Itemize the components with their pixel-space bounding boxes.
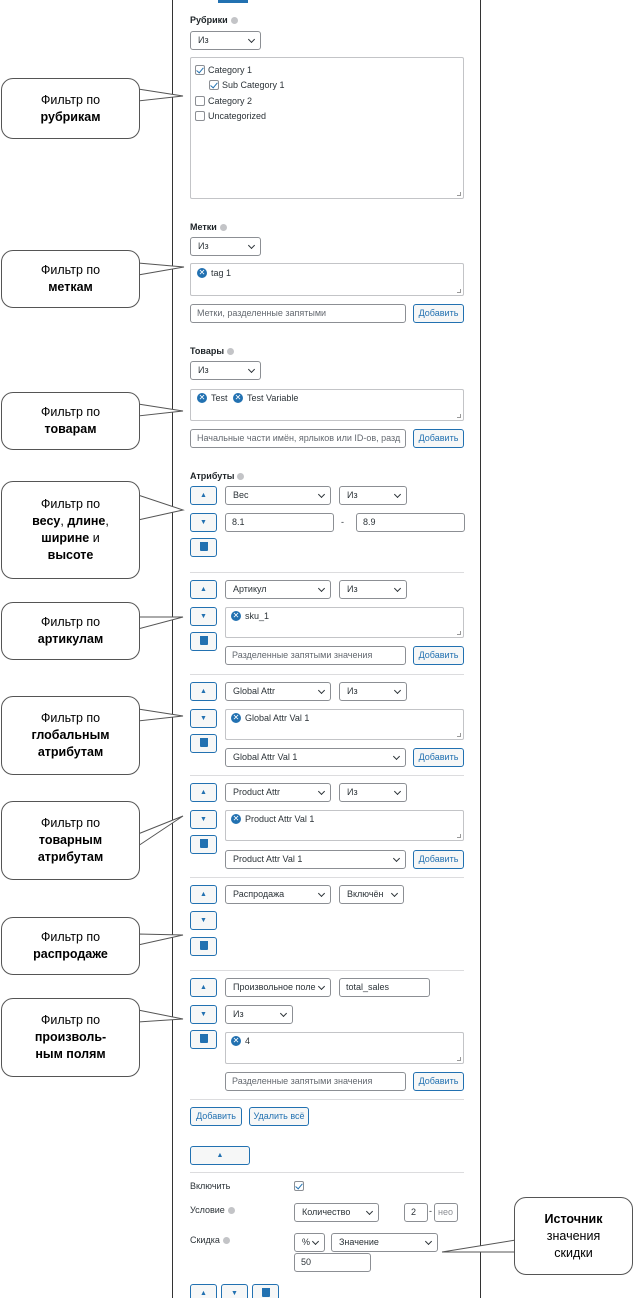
attribute-select[interactable]: Вес — [225, 486, 331, 505]
condition-type-select[interactable]: Количество — [294, 1203, 379, 1222]
move-down-button[interactable]: ▼ — [190, 810, 217, 829]
products-section-label: Товары — [190, 346, 234, 356]
category-label: Category 1 — [208, 65, 253, 75]
attribute-condition-select[interactable]: Из — [339, 783, 407, 802]
move-down-button[interactable]: ▼ — [190, 513, 217, 532]
callout-sku: Фильтр по артикулам — [1, 602, 140, 660]
sku-input[interactable]: Разделенные запятыми значения — [225, 646, 406, 665]
pointer — [138, 263, 184, 275]
attributes-section-label: Атрибуты — [190, 471, 244, 481]
callout-discount-source: Источник значения скидки — [514, 1197, 633, 1275]
pointer — [138, 934, 183, 945]
move-down-button[interactable]: ▼ — [190, 1005, 217, 1024]
move-down-button[interactable]: ▼ — [190, 709, 217, 728]
condition-second-input[interactable]: нео — [434, 1203, 458, 1222]
collapse-button[interactable]: ▲ — [190, 1146, 250, 1165]
move-up-button[interactable]: ▲ — [190, 486, 217, 505]
add-attribute-button[interactable]: Добавить — [190, 1107, 242, 1126]
pointer — [138, 816, 183, 846]
attribute-condition-select[interactable]: Из — [339, 580, 407, 599]
move-down-button[interactable]: ▼ — [190, 607, 217, 626]
custom-field-name-input[interactable]: total_sales — [339, 978, 430, 997]
discount-value-input[interactable]: 50 — [294, 1253, 371, 1272]
callout-product-attributes: Фильтр по товарным атрибутам — [1, 801, 140, 880]
attribute-select[interactable]: Product Attr — [225, 783, 331, 802]
global-attr-add-button[interactable]: Добавить — [413, 748, 464, 767]
remove-token-icon[interactable]: ✕ — [232, 1036, 240, 1045]
custom-field-token[interactable]: ✕ 4 — [232, 1036, 251, 1046]
tags-section-label: Метки — [190, 222, 227, 232]
remove-token-icon[interactable]: ✕ — [232, 814, 240, 823]
pointer — [138, 495, 183, 520]
pointer — [442, 1240, 516, 1252]
tag-token[interactable]: ✕ tag 1 — [198, 268, 232, 278]
pointer — [138, 709, 183, 721]
attribute-condition-select[interactable]: Из — [339, 486, 407, 505]
condition-number-input[interactable]: 2 — [404, 1203, 428, 1222]
move-down-button[interactable]: ▼ — [190, 911, 217, 930]
sku-add-button[interactable]: Добавить — [413, 646, 464, 665]
remove-token-icon[interactable]: ✕ — [232, 611, 240, 620]
discount-unit-select[interactable]: % — [294, 1233, 325, 1252]
tags-add-button[interactable]: Добавить — [413, 304, 464, 323]
products-input[interactable]: Начальные части имён, ярлыков или ID-ов, разд — [190, 429, 406, 448]
move-down-button[interactable]: ▼ — [221, 1284, 248, 1298]
attribute-condition-select[interactable]: Из — [339, 682, 407, 701]
callout-products: Фильтр по товарам — [1, 392, 140, 450]
callout-custom-fields: Фильтр по произволь- ным полям — [1, 998, 140, 1077]
product-token[interactable]: ✕ Test Variable — [234, 393, 299, 403]
discount-label: Скидка — [190, 1235, 230, 1245]
category-label: Category 2 — [208, 96, 253, 106]
product-token[interactable]: ✕ Test — [198, 393, 228, 403]
product-attr-token[interactable]: ✕ Product Attr Val 1 — [232, 814, 315, 824]
condition-separator: - — [429, 1206, 432, 1216]
condition-label: Условие — [190, 1205, 235, 1215]
pointer — [138, 617, 183, 629]
range-from-input[interactable]: 8.1 — [225, 513, 334, 532]
attribute-select[interactable]: Распродажа — [225, 885, 331, 904]
remove-token-icon[interactable]: ✕ — [198, 393, 206, 402]
product-attr-value-select[interactable]: Product Attr Val 1 — [225, 850, 406, 869]
products-add-button[interactable]: Добавить — [413, 429, 464, 448]
products-condition-select[interactable]: Из — [190, 361, 261, 380]
move-up-button[interactable]: ▲ — [190, 682, 217, 701]
move-up-button[interactable]: ▲ — [190, 1284, 217, 1298]
move-up-button[interactable]: ▲ — [190, 885, 217, 904]
categories-section-label: Рубрики — [190, 15, 238, 25]
pointer — [138, 404, 183, 416]
sale-state-select[interactable]: Включён — [339, 885, 404, 904]
category-label: Uncategorized — [208, 111, 267, 121]
tags-condition-select[interactable]: Из — [190, 237, 261, 256]
remove-token-icon[interactable]: ✕ — [232, 713, 240, 722]
attribute-select[interactable]: Global Attr — [225, 682, 331, 701]
range-separator: - — [341, 517, 344, 527]
custom-field-condition-select[interactable]: Из — [225, 1005, 293, 1024]
callout-categories: Фильтр по рубрикам — [1, 78, 140, 139]
move-up-button[interactable]: ▲ — [190, 783, 217, 802]
range-to-input[interactable]: 8.9 — [356, 513, 465, 532]
global-attr-token[interactable]: ✕ Global Attr Val 1 — [232, 713, 310, 723]
tags-input[interactable]: Метки, разделенные запятыми — [190, 304, 406, 323]
sku-token[interactable]: ✕ sku_1 — [232, 611, 270, 621]
move-up-button[interactable]: ▲ — [190, 580, 217, 599]
custom-field-input[interactable]: Разделенные запятыми значения — [225, 1072, 406, 1091]
attribute-select[interactable]: Артикул — [225, 580, 331, 599]
pointer — [138, 1010, 183, 1022]
callout-dimensions: Фильтр по весу, длине, ширине и высоте — [1, 481, 140, 579]
discount-source-select[interactable]: Значение — [331, 1233, 438, 1252]
enable-label: Включить — [190, 1181, 231, 1191]
global-attr-value-select[interactable]: Global Attr Val 1 — [225, 748, 406, 767]
callout-global-attributes: Фильтр по глобальным атрибутам — [1, 696, 140, 775]
remove-token-icon[interactable]: ✕ — [198, 268, 206, 277]
remove-token-icon[interactable]: ✕ — [234, 393, 242, 402]
callout-tags: Фильтр по меткам — [1, 250, 140, 308]
categories-condition-select[interactable]: Из — [190, 31, 261, 50]
move-up-button[interactable]: ▲ — [190, 978, 217, 997]
custom-field-add-button[interactable]: Добавить — [413, 1072, 464, 1091]
remove-all-button[interactable]: Удалить всё — [249, 1107, 309, 1126]
pointer — [138, 89, 183, 101]
attribute-select[interactable]: Произвольное поле — [225, 978, 331, 997]
product-attr-add-button[interactable]: Добавить — [413, 850, 464, 869]
callout-sale: Фильтр по распродаже — [1, 917, 140, 975]
category-label: Sub Category 1 — [222, 80, 285, 90]
